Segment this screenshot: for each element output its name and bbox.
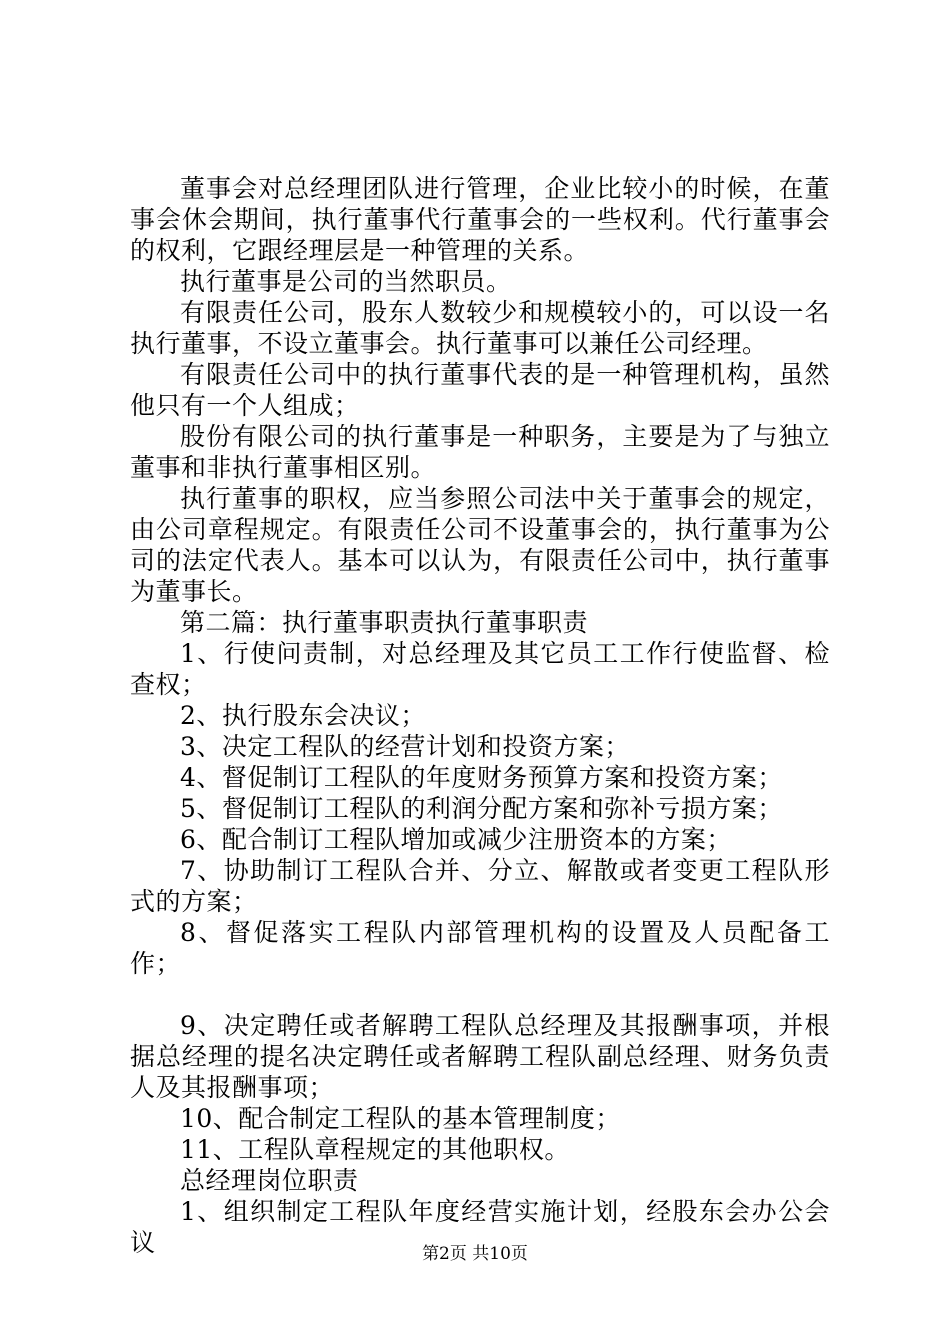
list-item: 6、配合制订工程队增加或减少注册资本的方案； (180, 825, 732, 854)
paragraph: 股份有限公司的执行董事是一种职务，主要是为了与独立董事和非执行董事相区别。 (130, 422, 830, 482)
list-item: 10、配合制定工程队的基本管理制度； (180, 1104, 621, 1133)
list-item: 3、决定工程队的经营计划和投资方案； (180, 732, 630, 761)
section-heading: 总经理岗位职责 (180, 1166, 359, 1195)
list-item: 1、组织制定工程队年度经营实施计划，经股东会办公会议 (130, 1197, 830, 1257)
paragraph: 执行董事的职权，应当参照公司法中关于董事会的规定，由公司章程规定。有限责任公司不设董事会的，执行董事为公司的法定代表人。基本可以认为，有限责任公司中，执行董事为董事长。 (130, 484, 830, 606)
paragraph: 有限责任公司中的执行董事代表的是一种管理机构，虽然他只有一个人组成； (130, 360, 830, 420)
list-item: 2、执行股东会决议； (180, 701, 426, 730)
list-item: 7、协助制订工程队合并、分立、解散或者变更工程队形式的方案； (130, 856, 830, 916)
list-item: 1、行使问责制，对总经理及其它员工工作行使监督、检查权； (130, 639, 830, 699)
page-number-footer: 第2页 共10页 (422, 1244, 528, 1264)
paragraph: 执行董事是公司的当然职员。 (180, 267, 512, 296)
document-body (130, 173, 830, 1258)
paragraph: 有限责任公司，股东人数较少和规模较小的，可以设一名执行董事，不设立董事会。执行董事可以兼任公司经理。 (130, 298, 830, 358)
section-heading: 第二篇：执行董事职责执行董事职责 (180, 608, 589, 637)
list-item: 5、督促制订工程队的利润分配方案和弥补亏损方案； (180, 794, 783, 823)
list-item: 11、工程队章程规定的其他职权。 (180, 1135, 570, 1164)
list-item: 8、督促落实工程队内部管理机构的设置及人员配备工作； (130, 918, 830, 978)
list-item: 4、督促制订工程队的年度财务预算方案和投资方案； (180, 763, 783, 792)
list-item: 9、决定聘任或者解聘工程队总经理及其报酬事项，并根据总经理的提名决定聘任或者解聘工程队副总经理、财务负责人及其报酬事项； (130, 1011, 830, 1102)
paragraph: 董事会对总经理团队进行管理，企业比较小的时候，在董事会休会期间，执行董事代行董事会的一些权利。代行董事会的权利，它跟经理层是一种管理的关系。 (130, 174, 830, 265)
